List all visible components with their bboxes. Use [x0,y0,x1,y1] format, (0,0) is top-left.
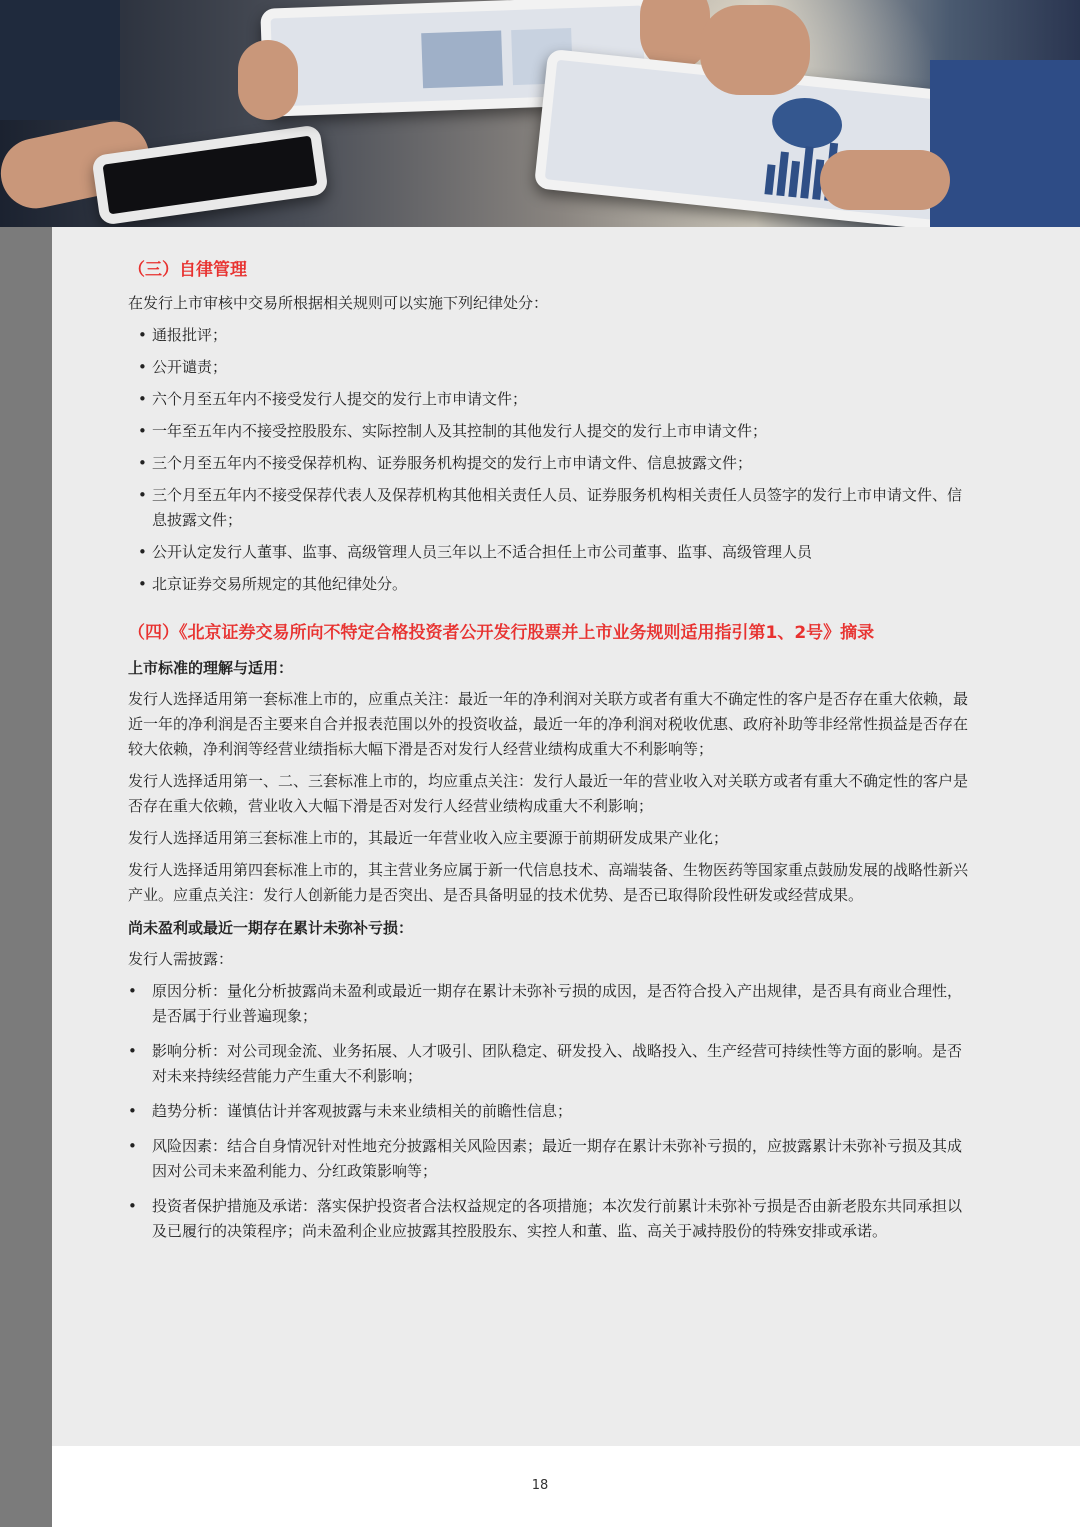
section3-heading: （三）自律管理 [128,260,247,280]
main-content [128,256,973,1254]
list-item: • 影响分析：对公司现金流、业务拓展、人才吸引、团队稳定、研发投入、战略投入、生产经营可持续性等方面的影响。是否对未来持续经营能力产生重大不利影响； [128,1039,973,1089]
left-sidebar-stripe [0,227,52,1527]
paragraph: 发行人选择适用第三套标准上市的，其最近一年营业收入应主要源于前期研发成果产业化； [128,829,729,847]
list-item: • 原因分析：量化分析披露尚未盈利或最近一期存在累计未弥补亏损的成因，是否符合投入产出规律，是否具有商业合理性，是否属于行业普遍现象； [128,979,973,1029]
paragraph: 发行人选择适用第一、二、三套标准上市的，均应重点关注：发行人最近一年的营业收入对关联方或者有重大不确定性的客户是否存在重大依赖，营业收入大幅下滑是否对发行人经营业绩构成重大不利影响； [128,772,969,815]
list-item: • 北京证券交易所规定的其他纪律处分。 [128,572,973,597]
paragraph: 发行人选择适用第四套标准上市的，其主营业务应属于新一代信息技术、高端装备、生物医药等国家重点鼓励发展的战略性新兴产业。应重点关注：发行人创新能力是否突出、是否具备明显的技术优势、是否已取得阶段性研发或经营成果。 [128,861,969,904]
page-number: 18 [531,1478,549,1493]
disclosure-list [128,979,973,1244]
list-item: • 三个月至五年内不接受保荐代表人及保荐机构其他相关责任人员、证券服务机构相关责任人员签字的发行上市申请文件、信息披露文件； [128,483,973,533]
list-item: • 投资者保护措施及承诺：落实保护投资者合法权益规定的各项措施；本次发行前累计未弥补亏损是否由新老股东共同承担以及已履行的决策程序；尚未盈利企业应披露其控股股东、实控人和董、监、高关于减持股份的特殊安排或承诺。 [128,1194,973,1244]
list-item: • 一年至五年内不接受控股股东、实际控制人及其控制的其他发行人提交的发行上市申请文件； [128,419,973,444]
loss-title: 尚未盈利或最近一期存在累计未弥补亏损： [128,919,414,937]
section4-heading: （四）《北京证券交易所向不特定合格投资者公开发行股票并上市业务规则适用指引第1、2号》摘录 [128,623,875,643]
listing-standards-title: 上市标准的理解与适用： [128,659,294,677]
list-item: • 三个月至五年内不接受保荐机构、证券服务机构提交的发行上市申请文件、信息披露文件； [128,451,973,476]
loss-intro: 发行人需披露： [128,950,234,968]
section3-intro: 在发行上市审核中交易所根据相关规则可以实施下列纪律处分： [128,294,549,312]
list-item: • 公开谴责； [128,355,973,380]
header-photo [0,0,1080,227]
list-item: • 通报批评； [128,323,973,348]
paragraph: 发行人选择适用第一套标准上市的，应重点关注：最近一年的净利润对关联方或者有重大不确定性的客户是否存在重大依赖，最近一年的净利润是否主要来自合并报表范围以外的投资收益，最近一年的净利润对税收优惠、政府补助等非经常性损益是否存在较大依赖，净利润等经营业绩指标大幅下滑是否对发行人经营业绩构成重大不利影响等； [128,690,969,758]
discipline-list [128,323,973,597]
list-item: • 风险因素：结合自身情况针对性地充分披露相关风险因素；最近一期存在累计未弥补亏损的，应披露累计未弥补亏损及其成因对公司未来盈利能力、分红政策影响等； [128,1134,973,1184]
list-item: • 趋势分析：谨慎估计并客观披露与未来业绩相关的前瞻性信息； [128,1099,973,1124]
list-item: • 六个月至五年内不接受发行人提交的发行上市申请文件； [128,387,973,412]
list-item: • 公开认定发行人董事、监事、高级管理人员三年以上不适合担任上市公司董事、监事、高级管理人员 [128,540,973,565]
